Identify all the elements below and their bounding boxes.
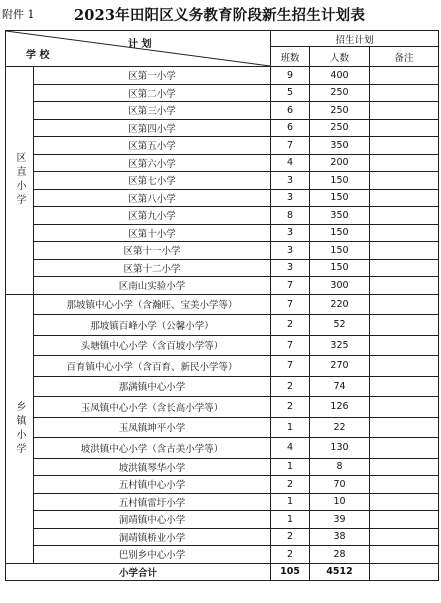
people-cell: 300 — [310, 277, 370, 295]
people-cell: 325 — [310, 335, 370, 356]
notes-cell — [370, 356, 439, 377]
people-cell: 74 — [310, 376, 370, 397]
notes-cell — [370, 154, 439, 172]
classes-cell: 5 — [271, 84, 310, 102]
page-title: 2023年田阳区义务教育阶段新生招生计划表 — [74, 7, 366, 24]
people-cell: 150 — [310, 172, 370, 190]
people-cell: 8 — [310, 458, 370, 476]
table-row — [6, 528, 439, 546]
table-row — [6, 356, 439, 377]
school-name-cell: 那坡镇百峰小学（公馨小学） — [34, 315, 271, 336]
school-name-cell: 洞靖镇桥业小学 — [34, 528, 271, 546]
classes-cell: 1 — [271, 493, 310, 511]
table-row — [6, 154, 439, 172]
corner-header — [6, 31, 271, 67]
classes-cell: 9 — [271, 67, 310, 85]
table-row — [6, 259, 439, 277]
notes-cell — [370, 397, 439, 418]
total-row — [6, 563, 439, 580]
notes-cell — [370, 172, 439, 190]
table-row — [6, 172, 439, 190]
school-name-cell: 坡洪镇琴华小学 — [34, 458, 271, 476]
corner-plan-label: 计 划 — [128, 39, 152, 50]
people-cell: 52 — [310, 315, 370, 336]
notes-cell — [370, 259, 439, 277]
school-name-cell: 巴别乡中心小学 — [34, 546, 271, 564]
people-cell: 150 — [310, 224, 370, 242]
classes-cell: 1 — [271, 458, 310, 476]
school-name-cell: 百育镇中心小学（含百育、新民小学等） — [34, 356, 271, 377]
total-people-cell: 4512 — [310, 563, 370, 580]
notes-cell — [370, 277, 439, 295]
classes-cell: 2 — [271, 476, 310, 494]
notes-cell — [370, 417, 439, 438]
school-name-cell: 玉凤镇中心小学（含长高小学等） — [34, 397, 271, 418]
enrollment-plan-header: 招生计划 — [271, 31, 439, 47]
category-district: 区直小学 — [6, 67, 34, 295]
notes-cell — [370, 84, 439, 102]
table-row — [6, 438, 439, 459]
table-body — [6, 67, 439, 581]
table-row — [6, 224, 439, 242]
table-row — [6, 511, 439, 529]
notes-cell — [370, 546, 439, 564]
table-row — [6, 417, 439, 438]
notes-cell — [370, 67, 439, 85]
school-name-cell: 玉凤镇坤平小学 — [34, 417, 271, 438]
school-name-cell: 区第九小学 — [34, 207, 271, 225]
notes-cell — [370, 511, 439, 529]
school-name-cell: 区第六小学 — [34, 154, 271, 172]
school-name-cell: 区第三小学 — [34, 102, 271, 120]
school-name-cell: 那坡镇中心小学（含瀚旺、宝美小学等） — [34, 294, 271, 315]
classes-cell: 2 — [271, 397, 310, 418]
column-header-notes: 备注 — [370, 47, 439, 67]
table-row — [6, 294, 439, 315]
classes-cell: 7 — [271, 356, 310, 377]
table-row — [6, 102, 439, 120]
people-cell: 270 — [310, 356, 370, 377]
classes-cell: 7 — [271, 294, 310, 315]
people-cell: 130 — [310, 438, 370, 459]
classes-cell: 3 — [271, 224, 310, 242]
people-cell: 350 — [310, 137, 370, 155]
people-cell: 150 — [310, 189, 370, 207]
notes-cell — [370, 119, 439, 137]
people-cell: 220 — [310, 294, 370, 315]
corner-school-label: 学 校 — [26, 50, 50, 61]
notes-cell — [370, 376, 439, 397]
table-row — [6, 315, 439, 336]
school-name-cell: 那满镇中心小学 — [34, 376, 271, 397]
classes-cell: 3 — [271, 259, 310, 277]
total-classes-cell: 105 — [271, 563, 310, 580]
attachment-label: 附件 1 — [2, 8, 35, 21]
column-header-classes: 班数 — [271, 47, 310, 67]
classes-cell: 4 — [271, 438, 310, 459]
people-cell: 350 — [310, 207, 370, 225]
total-label-cell: 小学合计 — [6, 563, 271, 580]
school-name-cell: 区第十一小学 — [34, 242, 271, 260]
notes-cell — [370, 458, 439, 476]
notes-cell — [370, 315, 439, 336]
people-cell: 250 — [310, 119, 370, 137]
school-name-cell: 区第四小学 — [34, 119, 271, 137]
table-row — [6, 376, 439, 397]
school-name-cell: 区第十二小学 — [34, 259, 271, 277]
table-row — [6, 119, 439, 137]
table-row — [6, 277, 439, 295]
classes-cell: 1 — [271, 417, 310, 438]
people-cell: 10 — [310, 493, 370, 511]
school-name-cell: 头塘镇中心小学（含百坡小学等） — [34, 335, 271, 356]
category-town: 乡镇小学 — [6, 294, 34, 563]
school-name-cell: 区第七小学 — [34, 172, 271, 190]
school-name-cell: 区南山实验小学 — [34, 277, 271, 295]
classes-cell: 3 — [271, 189, 310, 207]
classes-cell: 7 — [271, 335, 310, 356]
school-name-cell: 五村镇雷圩小学 — [34, 493, 271, 511]
people-cell: 22 — [310, 417, 370, 438]
classes-cell: 7 — [271, 137, 310, 155]
school-name-cell: 区第一小学 — [34, 67, 271, 85]
school-name-cell: 区第十小学 — [34, 224, 271, 242]
classes-cell: 6 — [271, 102, 310, 120]
table-row — [6, 476, 439, 494]
notes-cell — [370, 476, 439, 494]
classes-cell: 6 — [271, 119, 310, 137]
school-name-cell: 五村镇中心小学 — [34, 476, 271, 494]
people-cell: 250 — [310, 102, 370, 120]
table-row — [6, 67, 439, 85]
school-name-cell: 区第八小学 — [34, 189, 271, 207]
people-cell: 70 — [310, 476, 370, 494]
table-row — [6, 493, 439, 511]
school-name-cell: 坡洪镇中心小学（含古美小学等） — [34, 438, 271, 459]
notes-cell — [370, 493, 439, 511]
people-cell: 150 — [310, 259, 370, 277]
classes-cell: 8 — [271, 207, 310, 225]
enrollment-table — [5, 30, 439, 581]
notes-cell — [370, 294, 439, 315]
people-cell: 400 — [310, 67, 370, 85]
people-cell: 126 — [310, 397, 370, 418]
notes-cell — [370, 528, 439, 546]
classes-cell: 2 — [271, 546, 310, 564]
classes-cell: 1 — [271, 511, 310, 529]
table-row — [6, 242, 439, 260]
classes-cell: 2 — [271, 528, 310, 546]
column-header-people: 人数 — [310, 47, 370, 67]
table-row — [6, 335, 439, 356]
table-row — [6, 137, 439, 155]
notes-cell — [370, 224, 439, 242]
notes-cell — [370, 242, 439, 260]
total-notes-cell — [370, 563, 439, 580]
notes-cell — [370, 137, 439, 155]
people-cell: 150 — [310, 242, 370, 260]
classes-cell: 7 — [271, 277, 310, 295]
people-cell: 200 — [310, 154, 370, 172]
notes-cell — [370, 438, 439, 459]
school-name-cell: 区第二小学 — [34, 84, 271, 102]
classes-cell: 4 — [271, 154, 310, 172]
people-cell: 39 — [310, 511, 370, 529]
people-cell: 38 — [310, 528, 370, 546]
table-row — [6, 397, 439, 418]
classes-cell: 3 — [271, 242, 310, 260]
table-row — [6, 207, 439, 225]
notes-cell — [370, 102, 439, 120]
school-name-cell: 区第五小学 — [34, 137, 271, 155]
table-row — [6, 546, 439, 564]
header — [0, 0, 441, 28]
notes-cell — [370, 335, 439, 356]
notes-cell — [370, 207, 439, 225]
people-cell: 250 — [310, 84, 370, 102]
people-cell: 28 — [310, 546, 370, 564]
classes-cell: 3 — [271, 172, 310, 190]
table-row — [6, 458, 439, 476]
classes-cell: 2 — [271, 315, 310, 336]
school-name-cell: 洞靖镇中心小学 — [34, 511, 271, 529]
table-row — [6, 84, 439, 102]
table-row — [6, 189, 439, 207]
notes-cell — [370, 189, 439, 207]
classes-cell: 2 — [271, 376, 310, 397]
